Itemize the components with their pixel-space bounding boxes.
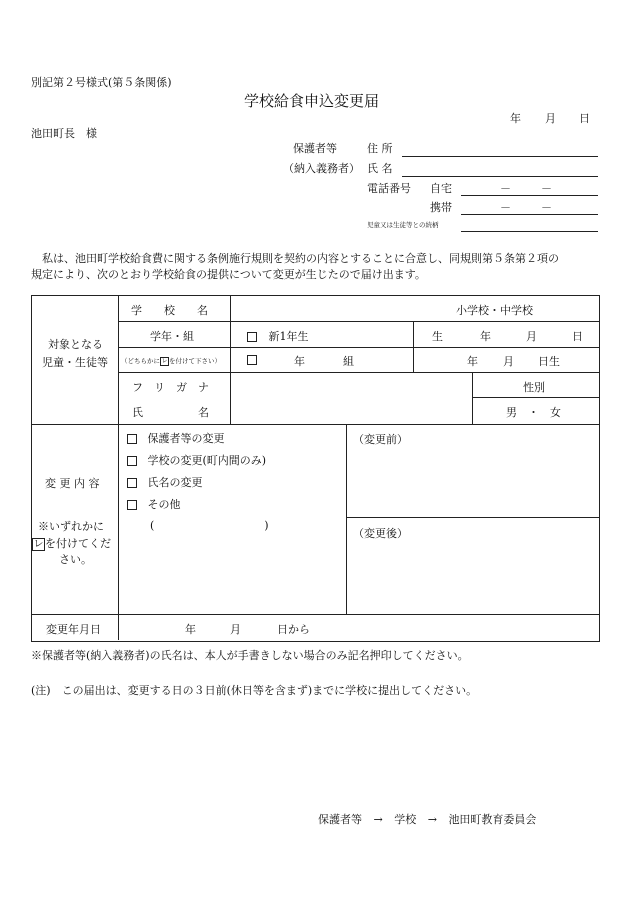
change-date-month: 月 bbox=[230, 623, 241, 636]
routing-flow bbox=[318, 811, 536, 827]
new-first-year-option[interactable] bbox=[247, 328, 309, 344]
student-name-label: 氏 名 bbox=[132, 406, 209, 419]
signature-note: ※保護者等(納入義務者)の氏名は、本人が手書きしない場合のみ記名押印してください。 bbox=[31, 649, 469, 662]
address-label: 住 所 bbox=[367, 142, 393, 155]
change-note-3: さい。 bbox=[59, 553, 92, 566]
birth-month-label-2: 月 bbox=[503, 355, 514, 368]
routing-from: 保護者等 bbox=[318, 813, 362, 826]
mobile-dash-2: － bbox=[541, 201, 552, 214]
routing-via: 学校 bbox=[394, 813, 417, 826]
after-label: （変更後） bbox=[353, 527, 408, 540]
checkbox-icon[interactable] bbox=[127, 478, 137, 488]
routing-to: 池田町教育委員会 bbox=[448, 813, 537, 826]
addressee: 池田町長 様 bbox=[31, 127, 97, 140]
grade-note bbox=[121, 356, 221, 366]
checkbox-icon[interactable] bbox=[247, 332, 257, 342]
page-title: 学校給食申込変更届 bbox=[244, 92, 380, 110]
col-divider bbox=[472, 372, 473, 424]
relation-field[interactable] bbox=[461, 231, 598, 232]
date-day-label: 日 bbox=[579, 112, 590, 125]
row-divider bbox=[31, 614, 599, 615]
row-divider bbox=[118, 321, 599, 322]
check-mark-icon: レ bbox=[161, 357, 168, 365]
birth-month-label: 月 bbox=[526, 330, 537, 343]
grade-note-post: を付けて下さい） bbox=[169, 357, 221, 365]
arrow-right-icon: → bbox=[373, 813, 383, 826]
furigana-label: フ リ ガ ナ bbox=[132, 381, 209, 394]
birth-day-label: 日 bbox=[572, 330, 583, 343]
birth-day-label-2: 日生 bbox=[538, 355, 560, 368]
name-field[interactable] bbox=[402, 176, 598, 177]
relation-label: 児童又は生徒等との続柄 bbox=[367, 221, 439, 229]
change-content-label: 変 更 内 容 bbox=[45, 477, 100, 490]
mobile-phone-label: 携帯 bbox=[430, 201, 452, 214]
grade-note-pre: （どちらかに bbox=[121, 357, 160, 365]
change-item-guardian[interactable]: 保護者等の変更 bbox=[127, 430, 225, 446]
row-divider bbox=[472, 397, 599, 398]
payer-label: （納入義務者） bbox=[283, 162, 360, 175]
checkbox-icon[interactable] bbox=[127, 434, 137, 444]
address-field[interactable] bbox=[402, 156, 598, 157]
col-divider bbox=[230, 295, 231, 424]
birth-year-label: 年 bbox=[480, 330, 491, 343]
birth-label: 生 bbox=[432, 330, 443, 343]
change-note-2: レ を付けてくだ bbox=[33, 537, 111, 550]
row-divider bbox=[118, 372, 599, 373]
checkbox-icon[interactable] bbox=[127, 500, 137, 510]
class-option-label: 組 bbox=[343, 355, 354, 368]
change-date-from: 日から bbox=[277, 623, 310, 636]
gender-label: 性別 bbox=[523, 381, 545, 394]
row-divider bbox=[118, 347, 599, 348]
new-first-year-label: 新1年生 bbox=[268, 330, 309, 343]
guardian-label: 保護者等 bbox=[293, 142, 337, 155]
date-year-label: 年 bbox=[510, 112, 521, 125]
other-parentheses[interactable]: ( ) bbox=[150, 519, 269, 532]
before-label: （変更前） bbox=[353, 433, 408, 446]
name-label: 氏 名 bbox=[367, 162, 393, 175]
arrow-right-icon: → bbox=[427, 813, 437, 826]
phone-label: 電話番号 bbox=[367, 182, 411, 195]
intro-line-1: 私は、池田町学校給食費に関する条例施行規則を契約の内容とすることに合意し、同規則第５条第２項の bbox=[31, 252, 559, 265]
row-divider bbox=[346, 517, 599, 518]
change-date-year: 年 bbox=[185, 623, 196, 636]
change-note-1: ※いずれかに bbox=[38, 520, 104, 533]
school-name-label: 学 校 名 bbox=[131, 304, 208, 317]
col-divider bbox=[346, 424, 347, 614]
grade-class-option[interactable] bbox=[247, 353, 257, 366]
form-reference: 別記第２号様式(第５条関係) bbox=[31, 76, 172, 89]
mobile-dash-1: － bbox=[500, 201, 511, 214]
checkbox-icon[interactable] bbox=[127, 456, 137, 466]
target-label-2: 児童・生徒等 bbox=[42, 356, 108, 369]
grade-option-label: 年 bbox=[294, 355, 305, 368]
home-phone-field[interactable] bbox=[461, 195, 598, 196]
change-item-school[interactable]: 学校の変更(町内間のみ) bbox=[127, 452, 266, 468]
col-divider bbox=[118, 295, 119, 640]
checkbox-icon[interactable] bbox=[247, 355, 257, 365]
gender-options[interactable]: 男 ・ 女 bbox=[506, 406, 561, 419]
intro-line-2: 規定により、次のとおり学校給食の提供について変更が生じたので届け出ます。 bbox=[31, 268, 426, 281]
change-date-label: 変更年月日 bbox=[46, 623, 101, 636]
row-divider bbox=[31, 424, 599, 425]
col-divider bbox=[413, 321, 414, 372]
mobile-phone-field[interactable] bbox=[461, 214, 598, 215]
home-dash-2: － bbox=[541, 182, 552, 195]
check-mark-icon: レ bbox=[33, 539, 44, 550]
change-item-name[interactable]: 氏名の変更 bbox=[127, 474, 203, 490]
target-label-1: 対象となる bbox=[48, 338, 103, 351]
school-type: 小学校・中学校 bbox=[456, 304, 533, 317]
submission-note: (注) この届出は、変更する日の３日前(休日等を含まず)までに学校に提出してください。 bbox=[31, 684, 478, 697]
home-phone-label: 自宅 bbox=[430, 182, 452, 195]
birth-year-label-2: 年 bbox=[467, 355, 478, 368]
change-item-other[interactable]: その他 bbox=[127, 496, 181, 512]
grade-class-label: 学年・組 bbox=[150, 330, 194, 343]
date-month-label: 月 bbox=[545, 112, 556, 125]
home-dash-1: － bbox=[500, 182, 511, 195]
